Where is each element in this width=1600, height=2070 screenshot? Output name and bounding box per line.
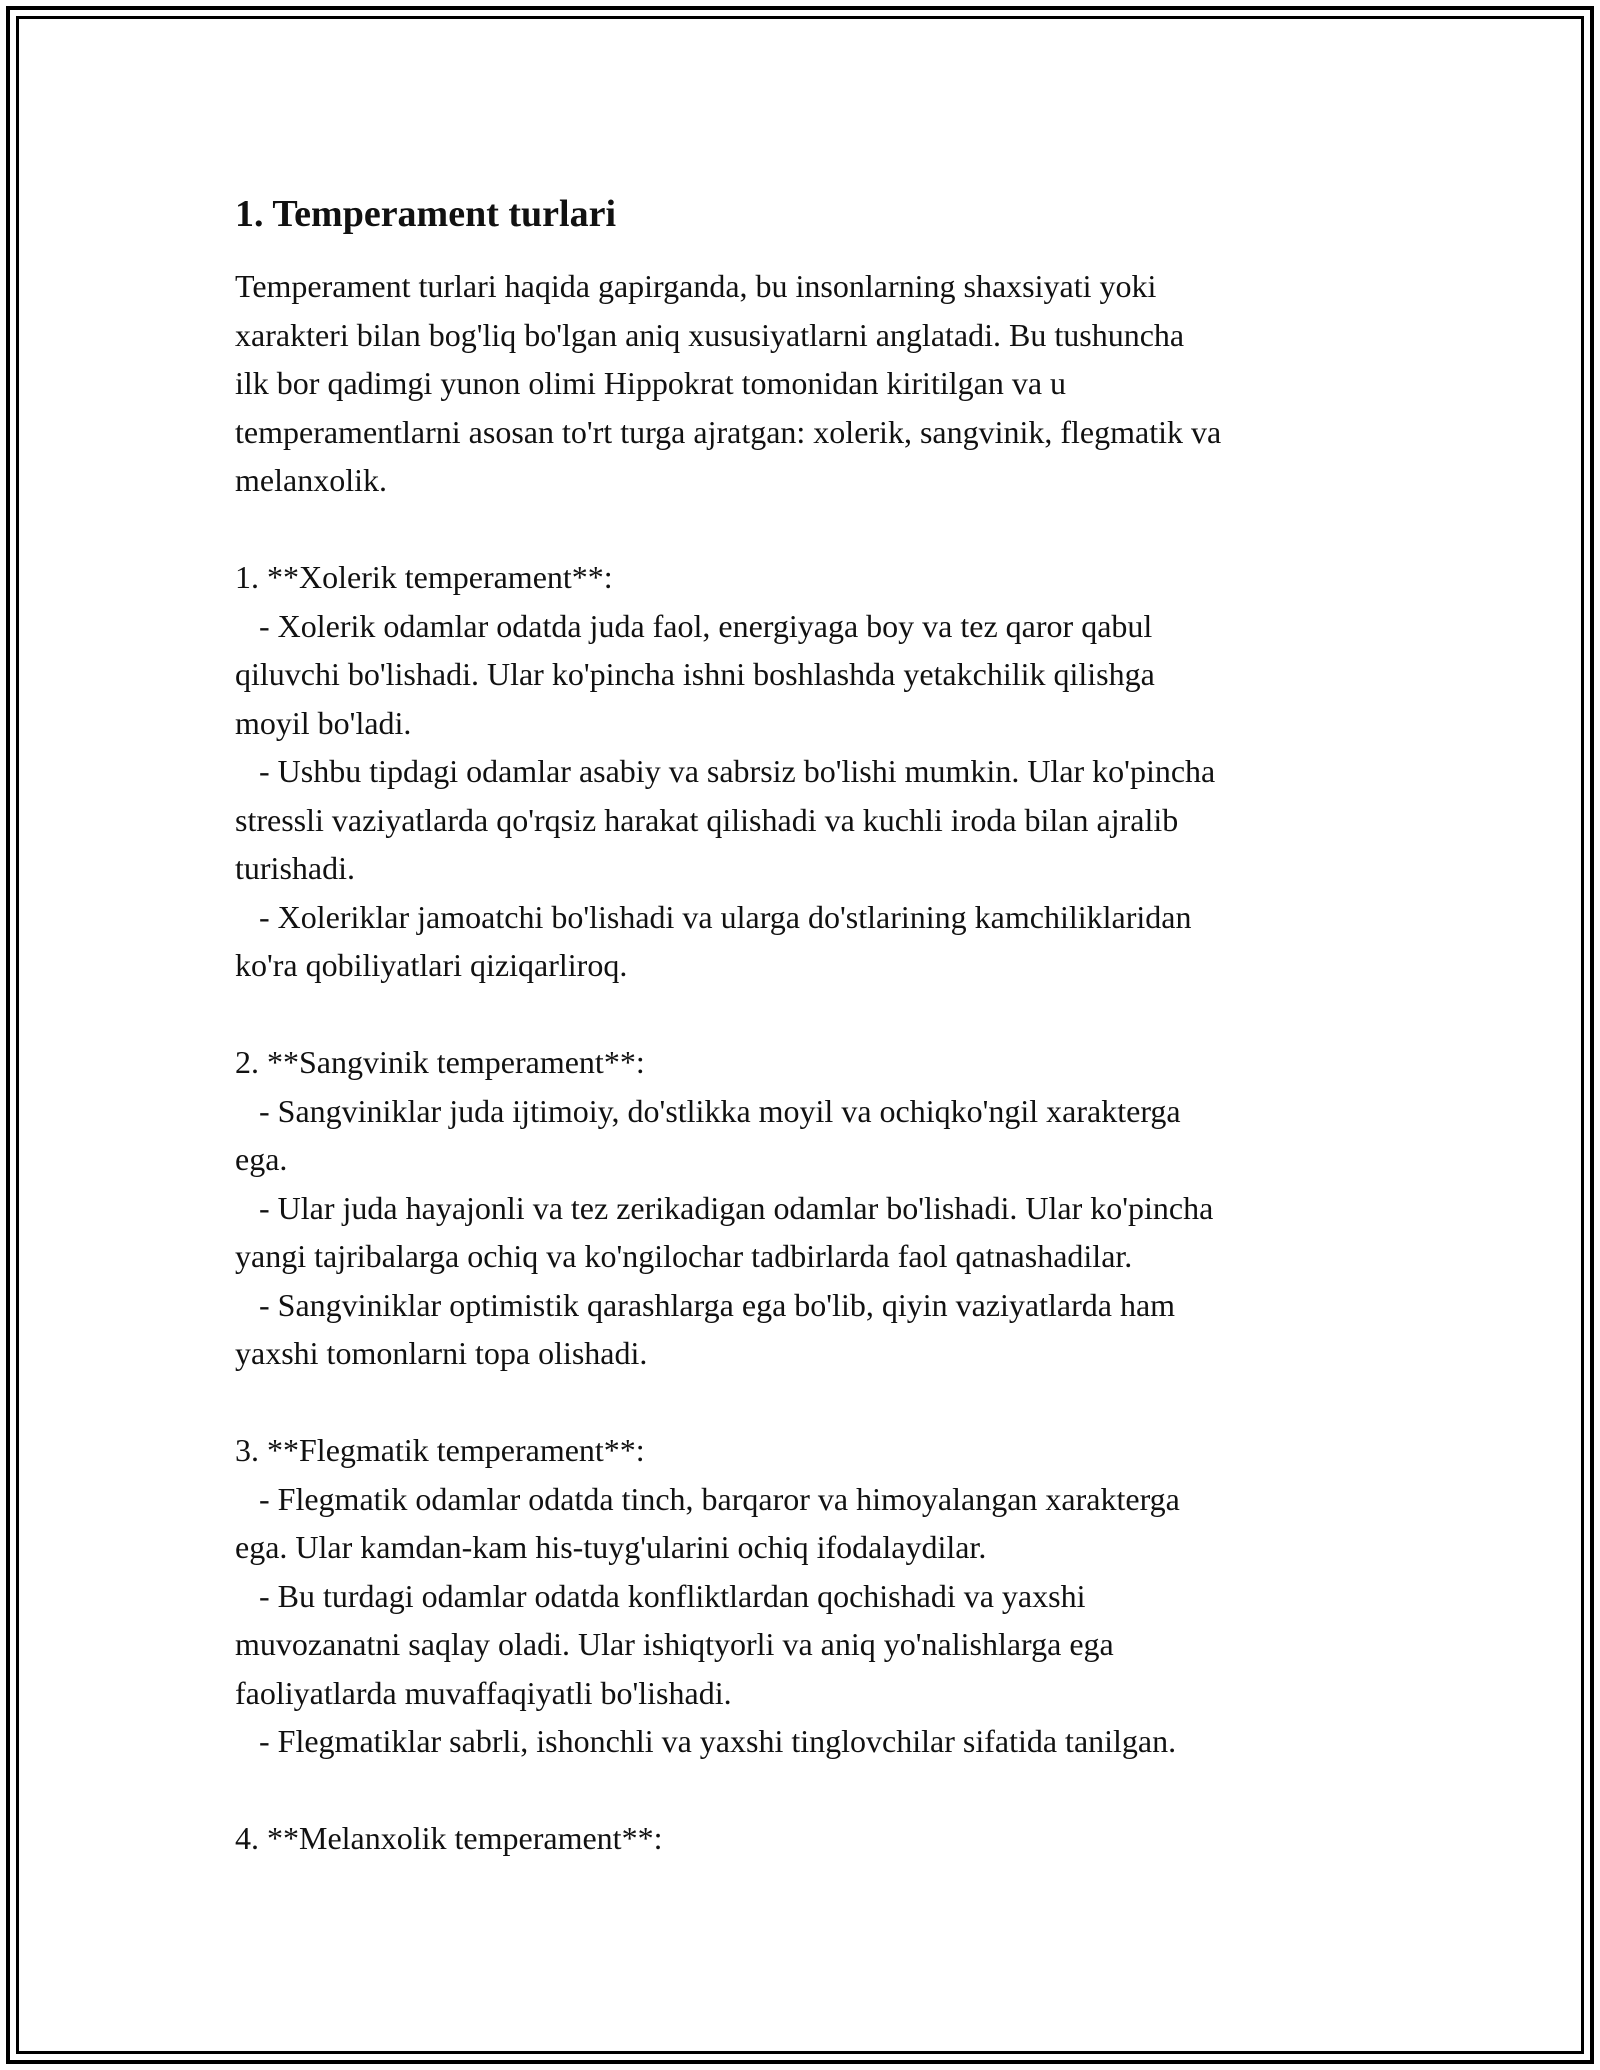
text-line: turishadi. <box>235 850 355 886</box>
text-line: - Xoleriklar jamoatchi bo'lishadi va ularga do'stlarining kamchiliklaridan <box>235 898 1192 935</box>
text-line: - Bu turdagi odamlar odatda konfliktlardan qochishadi va yaxshi <box>235 1577 1086 1614</box>
text-line: - Xolerik odamlar odatda juda faol, energiyaga boy va tez qaror qabul <box>235 607 1153 644</box>
text-line: - Ushbu tipdagi odamlar asabiy va sabrsiz bo'lishi mumkin. Ular ko'pincha <box>235 753 1216 789</box>
blank-line <box>235 1378 1375 1427</box>
text-line: 4. **Melanxolik temperament**: <box>235 1820 663 1856</box>
text-line: stressli vaziyatlarda qo'rqsiz harakat qilishadi va kuchli iroda bilan ajralib <box>235 801 1179 838</box>
blank-line <box>235 990 1375 1039</box>
text-line: temperamentlarni asosan to'rt turga ajratgan: xolerik, sangvinik, flegmatik va <box>235 413 1222 450</box>
section-heading: 1. Temperament turlari <box>235 193 617 235</box>
text-line: 2. **Sangvinik temperament**: <box>235 1044 645 1080</box>
text-line: faoliyatlarda muvaffaqiyatli bo'lishadi. <box>235 1674 732 1711</box>
text-line: - Ular juda hayajonli va tez zerikadigan odamlar bo'lishadi. Ular ko'pincha <box>235 1189 1214 1226</box>
text-line: 3. **Flegmatik temperament**: <box>235 1432 645 1468</box>
text-line: melanxolik. <box>235 462 387 498</box>
blank-line <box>235 505 1375 554</box>
blank-line <box>235 1766 1375 1815</box>
text-line: ega. <box>235 1141 288 1177</box>
text-line: ega. Ular kamdan-kam his-tuyg'ularini ochiq ifodalaydilar. <box>235 1529 987 1565</box>
text-line: muvozanatni saqlay oladi. Ular ishiqtyorli va aniq yo'nalishlarga ega <box>235 1626 1114 1662</box>
text-line: ilk bor qadimgi yunon olimi Hippokrat tomonidan kiritilgan va u <box>235 365 1067 401</box>
text-line: - Flegmatik odamlar odatda tinch, barqaror va himoyalangan xarakterga <box>235 1480 1180 1517</box>
text-line: ko'ra qobiliyatlari qiziqarliroq. <box>235 947 628 983</box>
text-line: yangi tajribalarga ochiq va ko'ngilochar tadbirlarda faol qatnashadilar. <box>235 1238 1133 1274</box>
text-line: - Flegmatiklar sabrli, ishonchli va yaxshi tinglovchilar sifatida tanilgan. <box>235 1723 1177 1759</box>
document-page <box>235 186 1375 1863</box>
text-line: xarakteri bilan bog'liq bo'lgan aniq xususiyatlarni anglatadi. Bu tushuncha <box>235 316 1185 353</box>
document-body <box>235 262 1375 1863</box>
text-line: qiluvchi bo'lishadi. Ular ko'pincha ishni boshlashda yetakchilik qilishga <box>235 656 1155 692</box>
text-line: Temperament turlari haqida gapirganda, bu insonlarning shaxsiyati yoki <box>235 268 1157 304</box>
text-line: - Sangviniklar juda ijtimoiy, do'stlikka moyil va ochiqko'ngil xarakterga <box>235 1092 1181 1129</box>
text-line: 1. **Xolerik temperament**: <box>235 559 613 595</box>
text-line: - Sangviniklar optimistik qarashlarga ega bo'lib, qiyin vaziyatlarda ham <box>235 1286 1176 1323</box>
text-line: moyil bo'ladi. <box>235 704 412 741</box>
text-line: yaxshi tomonlarni topa olishadi. <box>235 1335 648 1371</box>
